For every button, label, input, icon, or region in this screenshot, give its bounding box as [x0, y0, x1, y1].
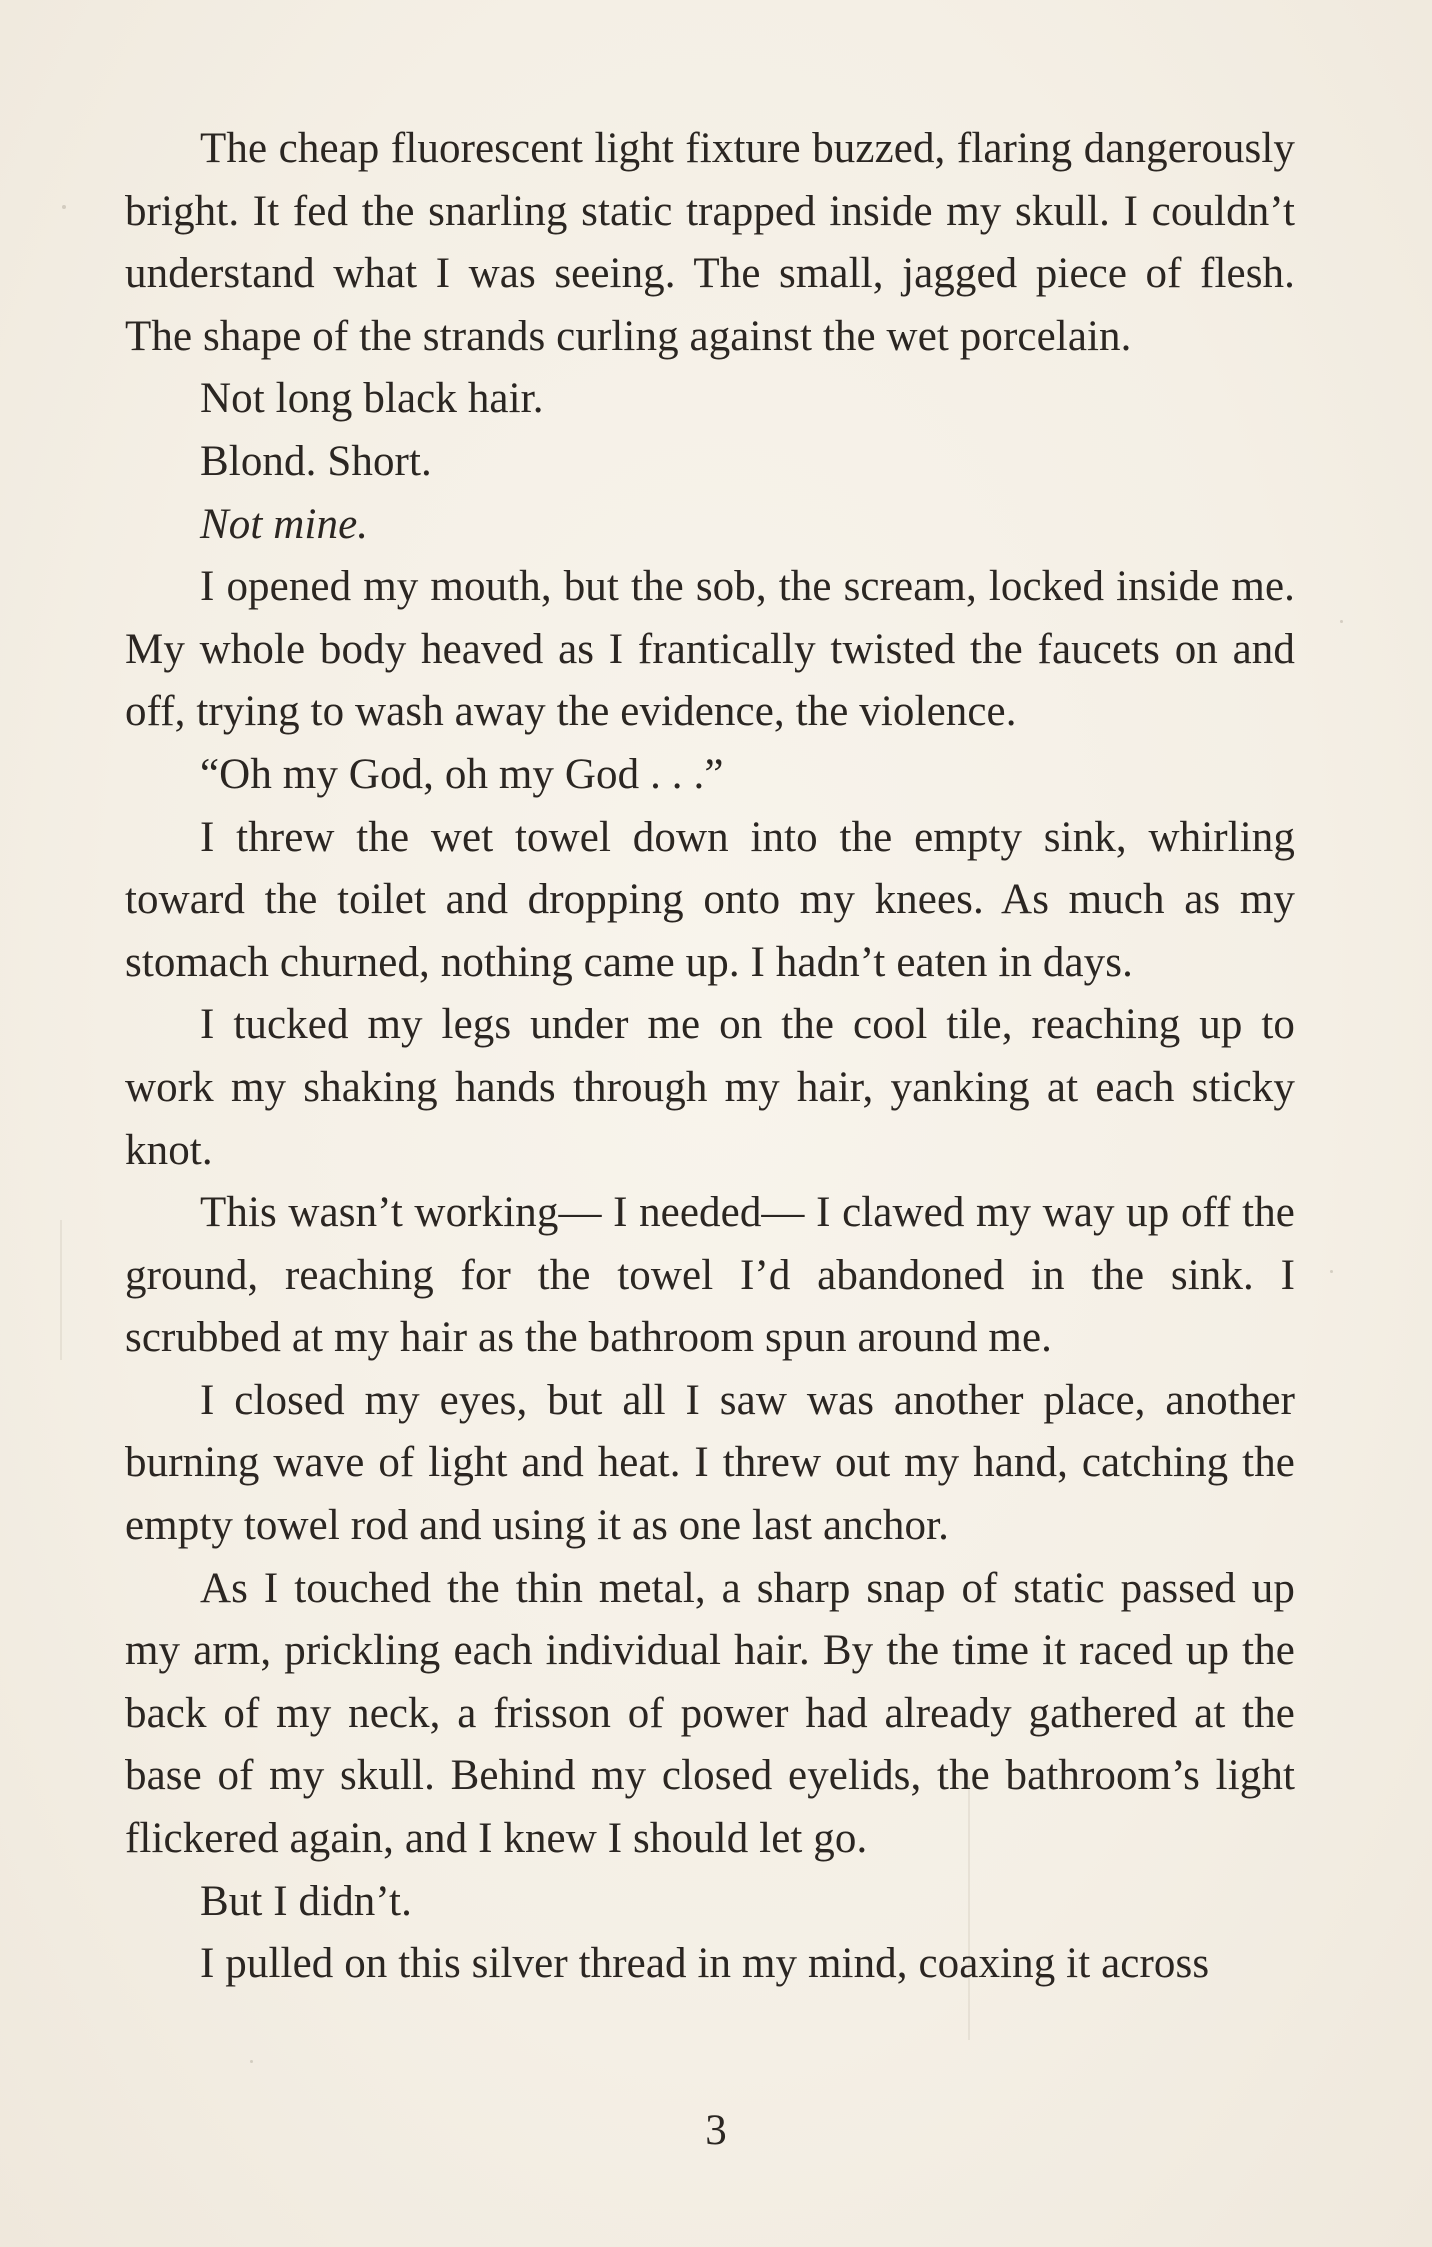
paragraph: But I didn’t. — [200, 1877, 412, 1925]
paragraph: I pulled on this silver thread in my mind, coaxing it across — [200, 1940, 1210, 1988]
paper-crease — [60, 1220, 62, 1360]
page-number: 3 — [705, 2107, 727, 2154]
paper-speck — [1330, 1270, 1333, 1273]
paragraph: Blond. Short. — [200, 437, 432, 485]
paragraph: I threw the wet towel down into the empty sink, whirling toward the toilet and dropping onto my knees. As much as my stomach churned, nothing came up. I hadn’t eaten in days. — [125, 813, 1295, 986]
paragraph: This wasn’t working— I needed— I clawed my way up off the ground, reaching for the towel I’d abandoned in the sink. I scrubbed at my hair as the bathroom spun around me. — [125, 1189, 1295, 1362]
paragraph: As I touched the thin metal, a sharp snap of static passed up my arm, prickling each individual hair. By the time it raced up the back of my neck, a frisson of power had already gathered at the base of my skull. Behind my closed eyelids, the bathroom’s light flickered again, and I knew I should let go. — [125, 1564, 1295, 1863]
paragraph: I tucked my legs under me on the cool tile, reaching up to work my shaking hands through my hair, yanking at each sticky knot. — [125, 1001, 1295, 1174]
paragraph: The cheap fluorescent light fixture buzzed, flaring dangerously bright. It fed the snarling static trapped inside my skull. I couldn’t understand what I was seeing. The small, jagged piece of flesh. The shape of the strands curling against the wet porcelain. — [125, 125, 1295, 360]
paragraph-italic: Not mine. — [200, 500, 369, 548]
paragraph: Not long black hair. — [200, 375, 544, 423]
body-text — [125, 118, 1295, 1996]
paragraph: “Oh my God, oh my God . . .” — [200, 750, 724, 798]
paragraph: I opened my mouth, but the sob, the scream, locked inside me. My whole body heaved as I frantically twisted the faucets on and off, trying to wash away the evidence, the violence. — [125, 563, 1295, 736]
paragraph: I closed my eyes, but all I saw was another place, another burning wave of light and heat. I threw out my hand, catching the empty towel rod and using it as one last anchor. — [125, 1376, 1295, 1550]
paper-speck — [62, 205, 66, 209]
paper-speck — [1340, 620, 1343, 623]
paper-speck — [250, 2060, 253, 2063]
